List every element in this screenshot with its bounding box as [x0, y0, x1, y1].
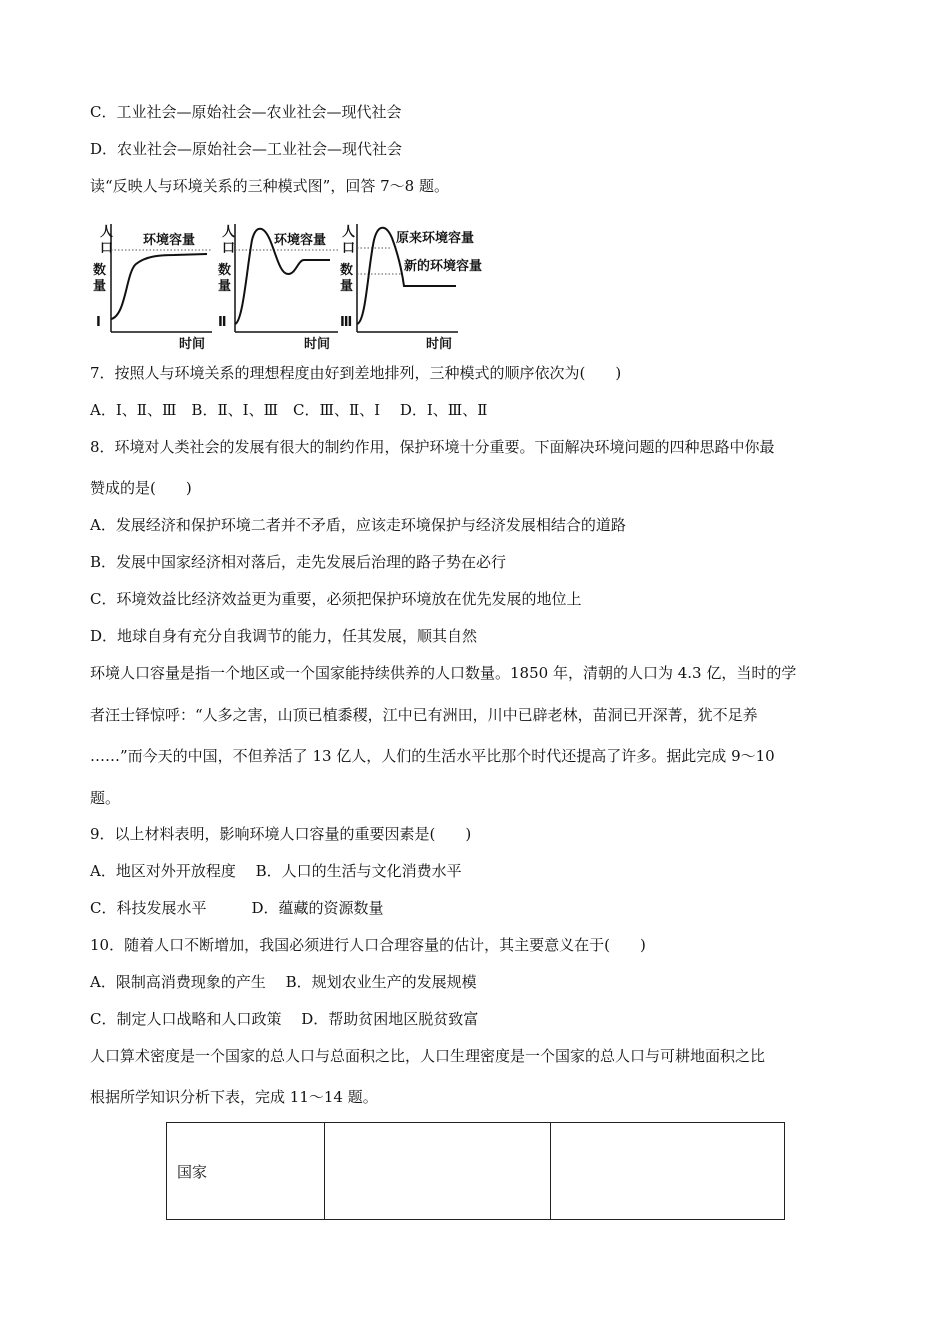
option-7d-prev: D．农业社会—原始社会—工业社会—现代社会 — [90, 140, 403, 158]
table-intro: 根据所学知识分析下表，完成 11～14 题。 — [90, 1088, 378, 1106]
panel-1-numeral: Ⅰ — [96, 315, 101, 330]
question-9-options-ab: A．地区对外开放程度 B．人口的生活与文化消费水平 — [90, 862, 462, 880]
question-9: 9．以上材料表明，影响环境人口容量的重要因素是( ) — [90, 825, 472, 843]
passage-line-2: 者汪士铎惊呼：“人多之害，山顶已植黍稷，江中已有洲田，川中已辟老林，苗洞已开深菁，犹不足养 — [90, 706, 758, 724]
table-cell-country-header: 国家 — [167, 1123, 325, 1220]
question-10-options-ab: A．限制高消费现象的产生 B．规划农业生产的发展规模 — [90, 973, 477, 991]
passage-line-3: ……”而今天的中国，不但养活了 13 亿人，人们的生活水平比那个时代还提高了许多。据此完成 9～10 — [90, 747, 775, 765]
option-7c-prev: C．工业社会—原始社会—农业社会—现代社会 — [90, 103, 402, 121]
panel-1-ylabel-2: 口 — [100, 241, 114, 256]
panel-2-xlabel: 时间 — [304, 337, 331, 352]
question-10-options-cd: C．制定人口战略和人口政策 D．帮助贫困地区脱贫致富 — [90, 1010, 479, 1028]
panel-1-ylabel-4: 量 — [93, 279, 107, 294]
panel-3-original-capacity-label: 原来环境容量 — [396, 231, 475, 246]
country-table — [166, 1122, 785, 1220]
question-7: 7．按照人与环境关系的理想程度由好到差地排列，三种模式的顺序依次为( ) — [90, 364, 622, 382]
panel-1-ylabel-3: 数 — [93, 263, 107, 278]
panel-3-xlabel: 时间 — [426, 337, 453, 352]
table-row — [167, 1123, 785, 1220]
panel-3-ylabel-4: 量 — [340, 279, 354, 294]
table-cell — [551, 1123, 785, 1220]
question-8-option-c: C．环境效益比经济效益更为重要，必须把保护环境放在优先发展的地位上 — [90, 590, 582, 608]
density-definition: 人口算术密度是一个国家的总人口与总面积之比，人口生理密度是一个国家的总人口与可耕地面积之比 — [90, 1047, 766, 1065]
panel-3-numeral: Ⅲ — [340, 315, 353, 330]
panel-3-ylabel-1: 人 — [342, 225, 356, 240]
panel-2-ylabel-1: 人 — [222, 225, 236, 240]
panel-3-ylabel-3: 数 — [340, 263, 354, 278]
panel-1-xlabel: 时间 — [179, 337, 206, 352]
passage-line-1: 环境人口容量是指一个地区或一个国家能持续供养的人口数量。1850 年，清朝的人口为 4.3 亿，当时的学 — [90, 664, 797, 682]
table-cell — [325, 1123, 551, 1220]
panel-2-ylabel-3: 数 — [218, 263, 232, 278]
question-8-option-b: B．发展中国家经济相对落后，走先发展后治理的路子势在必行 — [90, 553, 507, 571]
question-9-options-cd: C．科技发展水平 D．蕴藏的资源数量 — [90, 899, 384, 917]
panel-1-ylabel-1: 人 — [100, 225, 114, 240]
panel-3-new-capacity-label: 新的环境容量 — [404, 259, 483, 274]
question-8-cont: 赞成的是( ) — [90, 479, 192, 497]
question-7-options: A．Ⅰ、Ⅱ、Ⅲ B．Ⅱ、Ⅰ、Ⅲ C．Ⅲ、Ⅱ、Ⅰ D．Ⅰ、Ⅲ、Ⅱ — [90, 401, 488, 419]
panel-1 — [93, 224, 212, 352]
question-8-option-a: A．发展经济和保护环境二者并不矛盾，应该走环境保护与经济发展相结合的道路 — [90, 516, 626, 534]
figure-intro: 读“反映人与环境关系的三种模式图”，回答 7～8 题。 — [90, 177, 449, 195]
panel-2 — [218, 224, 338, 352]
panel-2-ylabel-2: 口 — [222, 241, 236, 256]
panel-3-ylabel-2: 口 — [342, 241, 356, 256]
three-model-figure — [90, 212, 510, 354]
panel-2-numeral: Ⅱ — [218, 315, 227, 330]
panel-3 — [340, 224, 482, 352]
panel-2-capacity-label: 环境容量 — [274, 233, 327, 248]
question-10: 10．随着人口不断增加，我国必须进行人口合理容量的估计，其主要意义在于( ) — [90, 936, 646, 954]
panel-1-capacity-label: 环境容量 — [143, 233, 196, 248]
question-8-option-d: D．地球自身有充分自我调节的能力，任其发展，顺其自然 — [90, 627, 478, 645]
question-8: 8．环境对人类社会的发展有很大的制约作用，保护环境十分重要。下面解决环境问题的四种思路中你最 — [90, 438, 775, 456]
passage-line-4: 题。 — [90, 789, 121, 807]
panel-2-ylabel-4: 量 — [218, 279, 232, 294]
